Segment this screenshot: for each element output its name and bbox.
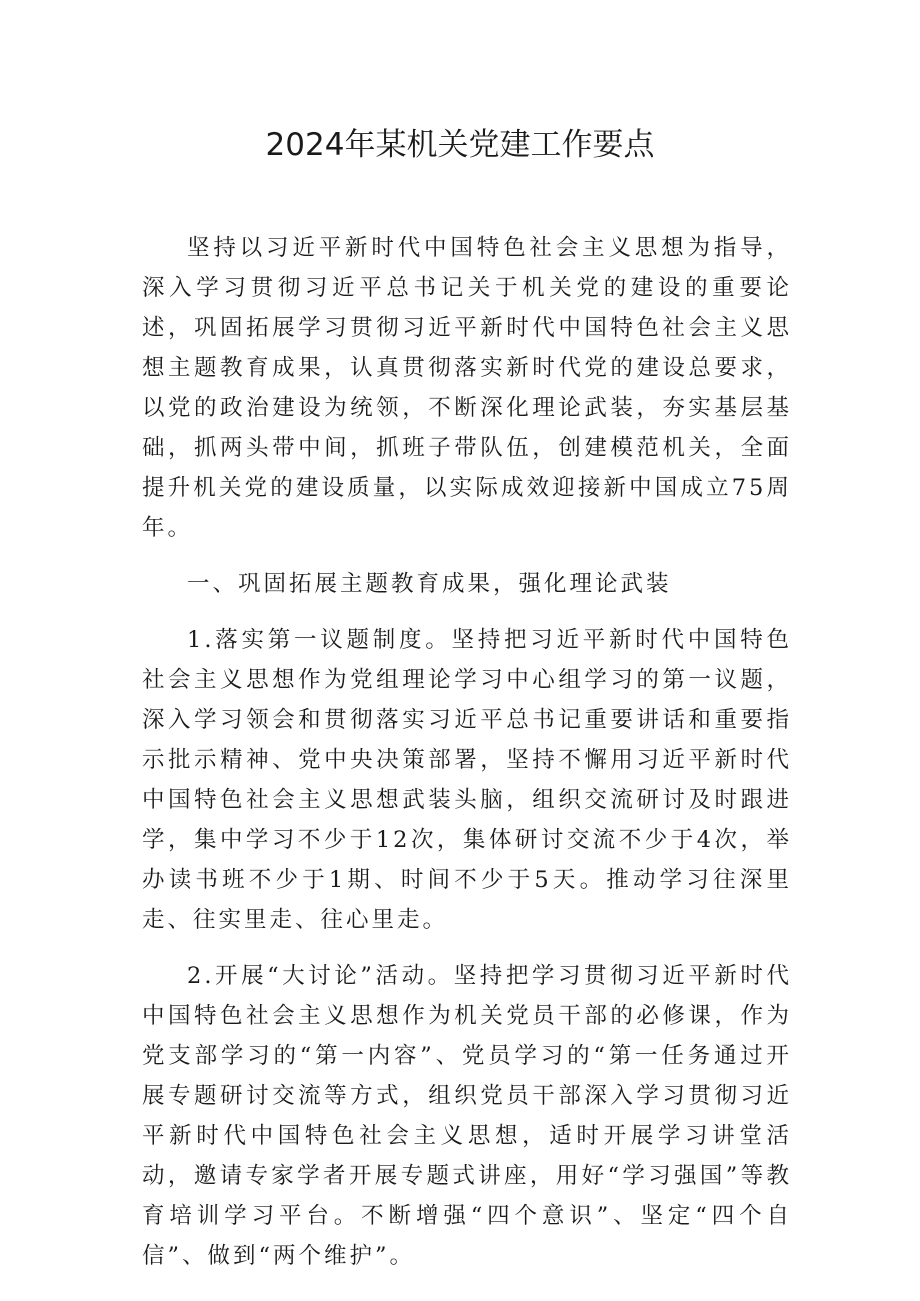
section-heading: 一、巩固拓展主题教育成果，强化理论武装 — [187, 571, 672, 597]
item-paragraph-2: 2.开展“大讨论”活动。坚持把学习贯彻习近平新时代中国特色社会主义思想作为机关党员干部的必修课，作为党支部学习的“第一内容”、党员学习的“第一任务通过开展专题研讨交流等方式，组织党员干部深入学习贯彻习近平新时代中国特色社会主义思想，适时开展学习讲堂活动，邀请专家学者开展专题式讲座，用好“学习强国”等教育培训学习平台。不断增强“四个意识”、坚定“四个自信”、做到“两个维护”。 — [142, 963, 792, 1269]
document-body — [142, 228, 792, 1276]
intro-paragraph: 坚持以习近平新时代中国特色社会主义思想为指导，深入学习贯彻习近平总书记关于机关党的建设的重要论述，巩固拓展学习贯彻习近平新时代中国特色社会主义思想主题教育成果，认真贯彻落实新时代党的建设总要求，以党的政治建设为统领，不断深化理论武装，夯实基层基础，抓两头带中间，抓班子带队伍，创建模范机关，全面提升机关党的建设质量，以实际成效迎接新中国成立75周年。 — [142, 235, 792, 541]
document-title: 2024年某机关党建工作要点 — [265, 127, 655, 163]
item-paragraph-1: 1.落实第一议题制度。坚持把习近平新时代中国特色社会主义思想作为党组理论学习中心组学习的第一议题，深入学习领会和贯彻落实习近平总书记重要讲话和重要指示批示精神、党中央决策部署，坚持不懈用习近平新时代中国特色社会主义思想武装头脑，组织交流研讨及时跟进学，集中学习不少于12次，集体研讨交流不少于4次，举办读书班不少于1期、时间不少于5天。推动学习往深里走、往实里走、往心里走。 — [142, 627, 792, 933]
